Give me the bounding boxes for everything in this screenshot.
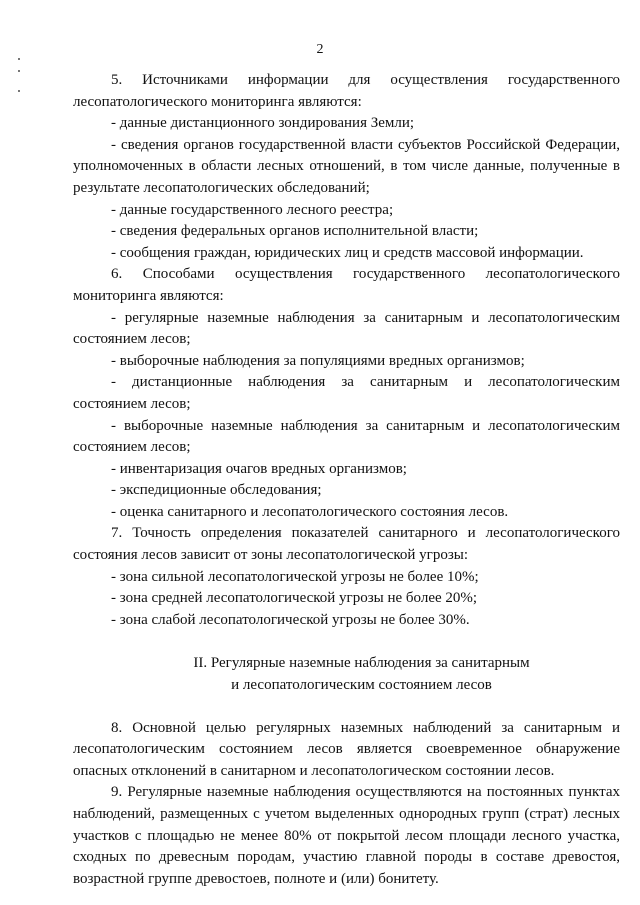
paragraph: - сообщения граждан, юридических лиц и средств массовой информации. — [111, 244, 584, 261]
paragraph: - сведения федеральных органов исполнительной власти; — [111, 223, 479, 240]
paragraph: - выборочные наземные наблюдения за санитарным и лесопатологическим состоянием лесов; — [73, 417, 620, 456]
paragraph: 5. Источниками информации для осуществления государственного лесопатологического мониторинга являются: — [73, 72, 620, 110]
document-body — [73, 70, 620, 890]
paragraph: - экспедиционные обследования; — [111, 482, 322, 499]
paragraph: - регулярные наземные наблюдения за санитарным и лесопатологическим состоянием лесов; — [73, 309, 620, 348]
paragraphs-before — [73, 70, 620, 631]
paragraph: - дистанционные наблюдения за санитарным и лесопатологическим состоянием лесов; — [73, 374, 620, 412]
section-title — [73, 653, 620, 696]
paragraph: - сведения органов государственной власти субъектов Российской Федерации, уполномоченных в области лесных отношений, в том числе данные, полученные в результате лесопатологических обследований; — [73, 136, 620, 196]
scan-artifact — [18, 70, 20, 72]
paragraph: - оценка санитарного и лесопатологического состояния лесов. — [111, 503, 509, 520]
paragraph: - данные дистанционного зондирования Земли; — [111, 115, 415, 132]
paragraph: - зона средней лесопатологической угрозы не более 20%; — [111, 590, 478, 607]
scan-artifact — [18, 90, 20, 92]
scan-artifact — [18, 58, 20, 60]
paragraph: - выборочные наблюдения за популяциями вредных организмов; — [111, 352, 525, 369]
section-title-line-2: и лесопатологическим состоянием лесов — [231, 677, 492, 694]
section-title-line-1: II. Регулярные наземные наблюдения за санитарным — [193, 655, 530, 672]
paragraph: - данные государственного лесного реестра; — [111, 201, 394, 218]
paragraph: 7. Точность определения показателей санитарного и лесопатологического состояния лесов зависит от зоны лесопатологической угрозы: — [73, 525, 620, 564]
paragraph: 9. Регулярные наземные наблюдения осуществляются на постоянных пунктах наблюдений, размещенных с учетом выделенных однородных групп (страт) лесных участков с площадью не менее 80% от покрытой лесом площади лесного участка, сходных по древесным породам, участию главной породы в составе древостоя, возрастной группе древостоев, полноте и (или) бонитету. — [73, 784, 620, 887]
paragraphs-after — [73, 718, 620, 891]
paragraph: - инвентаризация очагов вредных организмов; — [111, 460, 407, 477]
paragraph: 8. Основной целью регулярных наземных наблюдений за санитарным и лесопатологическим состоянием лесов является своевременное обнаружение опасных отклонений в санитарном и лесопатологическом состоянии лесов. — [73, 719, 620, 779]
paragraph: - зона сильной лесопатологической угрозы не более 10%; — [111, 568, 479, 585]
paragraph: - зона слабой лесопатологической угрозы не более 30%. — [111, 611, 470, 628]
page-number: 2 — [316, 42, 324, 57]
paragraph: 6. Способами осуществления государственного лесопатологического мониторинга являются: — [73, 266, 620, 304]
